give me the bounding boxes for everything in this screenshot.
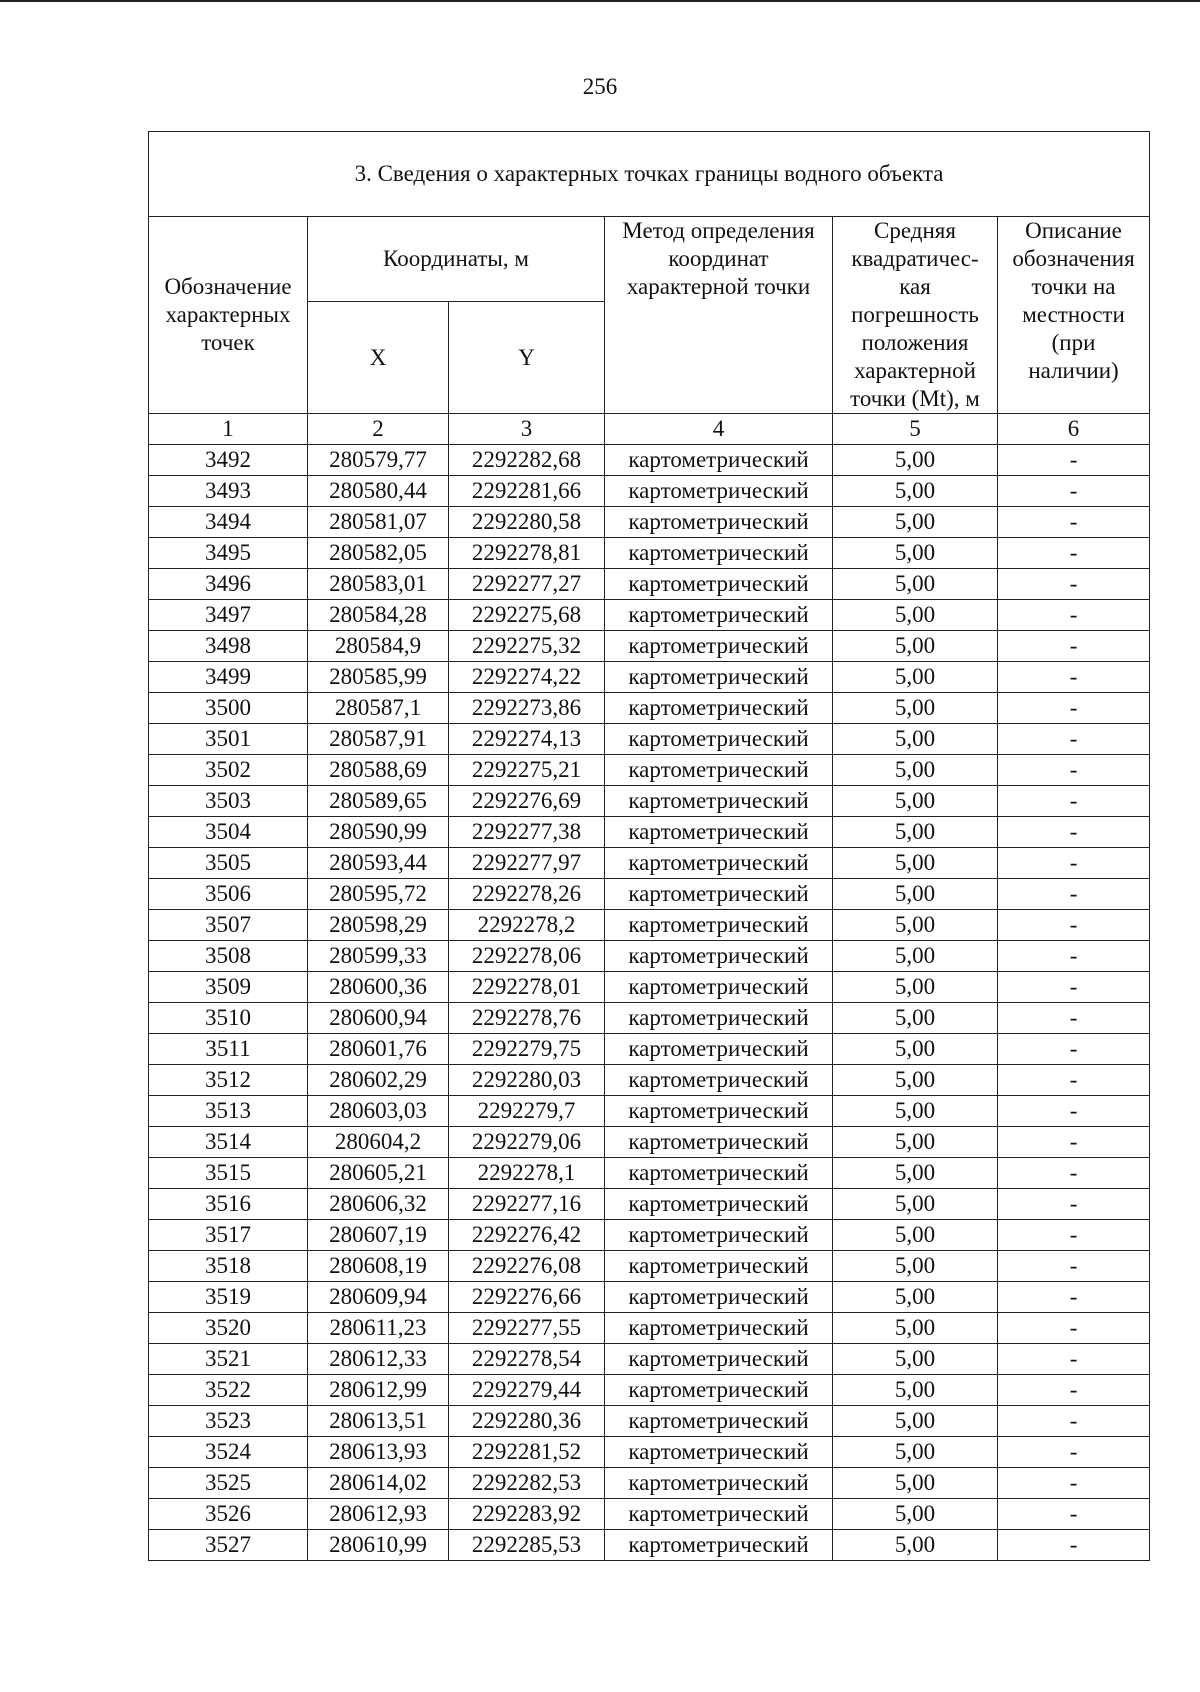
method-cell: картометрический (605, 1499, 833, 1530)
x-coordinate-cell: 280584,28 (308, 600, 449, 631)
method-cell: картометрический (605, 1189, 833, 1220)
x-coordinate-cell: 280599,33 (308, 941, 449, 972)
description-cell: - (998, 600, 1150, 631)
table-row (149, 817, 1150, 848)
x-coordinate-cell: 280601,76 (308, 1034, 449, 1065)
error-cell: 5,00 (833, 1499, 998, 1530)
header-method-line: характерной точки (626, 274, 811, 299)
x-coordinate-cell: 280600,36 (308, 972, 449, 1003)
y-coordinate-cell: 2292278,54 (449, 1344, 605, 1375)
table-row (149, 879, 1150, 910)
x-coordinate-cell: 280587,1 (308, 693, 449, 724)
point-id-cell: 3525 (149, 1468, 308, 1499)
point-id-cell: 3519 (149, 1282, 308, 1313)
method-cell: картометрический (605, 600, 833, 631)
header-method (605, 217, 833, 414)
error-cell: 5,00 (833, 755, 998, 786)
table-row (149, 910, 1150, 941)
y-coordinate-cell: 2292281,66 (449, 476, 605, 507)
x-coordinate-cell: 280604,2 (308, 1127, 449, 1158)
point-id-cell: 3510 (149, 1003, 308, 1034)
error-cell: 5,00 (833, 1189, 998, 1220)
y-coordinate-cell: 2292275,68 (449, 600, 605, 631)
x-coordinate-cell: 280614,02 (308, 1468, 449, 1499)
description-cell: - (998, 1251, 1150, 1282)
table-row (149, 631, 1150, 662)
column-number: 6 (998, 414, 1150, 445)
table-row (149, 1499, 1150, 1530)
y-coordinate-cell: 2292277,16 (449, 1189, 605, 1220)
y-coordinate-cell: 2292285,53 (449, 1530, 605, 1561)
page-top-border (0, 0, 1200, 2)
error-cell: 5,00 (833, 1096, 998, 1127)
table-row (149, 600, 1150, 631)
y-coordinate-cell: 2292282,53 (449, 1468, 605, 1499)
error-cell: 5,00 (833, 1282, 998, 1313)
table-body (149, 445, 1150, 1561)
y-coordinate-cell: 2292282,68 (449, 445, 605, 476)
table-row (149, 1251, 1150, 1282)
table-row (149, 1437, 1150, 1468)
x-coordinate-cell: 280584,9 (308, 631, 449, 662)
point-id-cell: 3513 (149, 1096, 308, 1127)
description-cell: - (998, 1065, 1150, 1096)
description-cell: - (998, 786, 1150, 817)
description-cell: - (998, 538, 1150, 569)
point-id-cell: 3498 (149, 631, 308, 662)
table-row (149, 1003, 1150, 1034)
x-coordinate-cell: 280588,69 (308, 755, 449, 786)
point-id-cell: 3515 (149, 1158, 308, 1189)
description-cell: - (998, 1282, 1150, 1313)
boundary-points-table (148, 131, 1150, 1561)
description-cell: - (998, 1096, 1150, 1127)
y-coordinate-cell: 2292277,55 (449, 1313, 605, 1344)
header-error-line: квадратичес- (851, 246, 979, 271)
y-coordinate-cell: 2292277,97 (449, 848, 605, 879)
y-coordinate-cell: 2292275,21 (449, 755, 605, 786)
table-row (149, 1344, 1150, 1375)
x-coordinate-cell: 280612,99 (308, 1375, 449, 1406)
method-cell: картометрический (605, 1437, 833, 1468)
description-cell: - (998, 1189, 1150, 1220)
error-cell: 5,00 (833, 445, 998, 476)
header-error-line: Средняя (874, 218, 956, 243)
y-coordinate-cell: 2292278,06 (449, 941, 605, 972)
x-coordinate-cell: 280598,29 (308, 910, 449, 941)
method-cell: картометрический (605, 879, 833, 910)
description-cell: - (998, 1313, 1150, 1344)
method-cell: картометрический (605, 848, 833, 879)
y-coordinate-cell: 2292276,69 (449, 786, 605, 817)
page-number: 256 (582, 74, 618, 99)
point-id-cell: 3526 (149, 1499, 308, 1530)
error-cell: 5,00 (833, 910, 998, 941)
header-error-line: положения (861, 330, 969, 355)
description-cell: - (998, 941, 1150, 972)
method-cell: картометрический (605, 507, 833, 538)
description-cell: - (998, 445, 1150, 476)
method-cell: картометрический (605, 1096, 833, 1127)
x-coordinate-cell: 280593,44 (308, 848, 449, 879)
point-id-cell: 3493 (149, 476, 308, 507)
method-cell: картометрический (605, 662, 833, 693)
header-description-line: точки на (1031, 274, 1116, 299)
point-id-cell: 3512 (149, 1065, 308, 1096)
point-id-cell: 3516 (149, 1189, 308, 1220)
x-coordinate-cell: 280600,94 (308, 1003, 449, 1034)
table-row (149, 476, 1150, 507)
x-coordinate-cell: 280606,32 (308, 1189, 449, 1220)
header-description-line: (при (1051, 330, 1096, 355)
error-cell: 5,00 (833, 972, 998, 1003)
method-cell: картометрический (605, 1158, 833, 1189)
method-cell: картометрический (605, 631, 833, 662)
table-row (149, 445, 1150, 476)
point-id-cell: 3520 (149, 1313, 308, 1344)
description-cell: - (998, 693, 1150, 724)
method-cell: картометрический (605, 817, 833, 848)
method-cell: картометрический (605, 1065, 833, 1096)
description-cell: - (998, 1344, 1150, 1375)
y-coordinate-cell: 2292276,42 (449, 1220, 605, 1251)
table-row (149, 693, 1150, 724)
header-designation-line: Обозначение (164, 274, 292, 299)
description-cell: - (998, 1127, 1150, 1158)
method-cell: картометрический (605, 1530, 833, 1561)
y-coordinate-cell: 2292278,76 (449, 1003, 605, 1034)
error-cell: 5,00 (833, 1406, 998, 1437)
error-cell: 5,00 (833, 476, 998, 507)
column-number: 4 (605, 414, 833, 445)
description-cell: - (998, 817, 1150, 848)
header-coordinates: Координаты, м (308, 217, 605, 302)
y-coordinate-cell: 2292279,44 (449, 1375, 605, 1406)
table-title: 3. Сведения о характерных точках границы водного объекта (149, 132, 1150, 217)
error-cell: 5,00 (833, 662, 998, 693)
table-row (149, 755, 1150, 786)
column-number: 1 (149, 414, 308, 445)
error-cell: 5,00 (833, 600, 998, 631)
point-id-cell: 3501 (149, 724, 308, 755)
table-row (149, 1096, 1150, 1127)
x-coordinate-cell: 280590,99 (308, 817, 449, 848)
error-cell: 5,00 (833, 786, 998, 817)
method-cell: картометрический (605, 1344, 833, 1375)
table-row (149, 507, 1150, 538)
error-cell: 5,00 (833, 1468, 998, 1499)
point-id-cell: 3502 (149, 755, 308, 786)
error-cell: 5,00 (833, 848, 998, 879)
error-cell: 5,00 (833, 941, 998, 972)
error-cell: 5,00 (833, 1313, 998, 1344)
x-coordinate-cell: 280608,19 (308, 1251, 449, 1282)
description-cell: - (998, 1375, 1150, 1406)
method-cell: картометрический (605, 1034, 833, 1065)
method-cell: картометрический (605, 569, 833, 600)
error-cell: 5,00 (833, 1127, 998, 1158)
x-coordinate-cell: 280580,44 (308, 476, 449, 507)
description-cell: - (998, 1003, 1150, 1034)
description-cell: - (998, 1406, 1150, 1437)
point-id-cell: 3497 (149, 600, 308, 631)
header-method-line: координат (668, 246, 769, 271)
table-row (149, 1530, 1150, 1561)
header-description-line: местности (1022, 302, 1125, 327)
table-row (149, 724, 1150, 755)
y-coordinate-cell: 2292280,03 (449, 1065, 605, 1096)
x-coordinate-cell: 280581,07 (308, 507, 449, 538)
table-row (149, 1282, 1150, 1313)
method-cell: картометрический (605, 1220, 833, 1251)
error-cell: 5,00 (833, 1344, 998, 1375)
x-coordinate-cell: 280582,05 (308, 538, 449, 569)
method-cell: картометрический (605, 1468, 833, 1499)
method-cell: картометрический (605, 972, 833, 1003)
header-designation (149, 217, 308, 414)
table-row (149, 1158, 1150, 1189)
point-id-cell: 3495 (149, 538, 308, 569)
x-coordinate-cell: 280583,01 (308, 569, 449, 600)
method-cell: картометрический (605, 941, 833, 972)
description-cell: - (998, 1220, 1150, 1251)
method-cell: картометрический (605, 910, 833, 941)
header-description (998, 217, 1150, 414)
y-coordinate-cell: 2292278,26 (449, 879, 605, 910)
y-coordinate-cell: 2292278,81 (449, 538, 605, 569)
point-id-cell: 3509 (149, 972, 308, 1003)
header-x: X (308, 302, 449, 414)
method-cell: картометрический (605, 1406, 833, 1437)
point-id-cell: 3517 (149, 1220, 308, 1251)
error-cell: 5,00 (833, 569, 998, 600)
y-coordinate-cell: 2292276,08 (449, 1251, 605, 1282)
method-cell: картометрический (605, 1375, 833, 1406)
method-cell: картометрический (605, 476, 833, 507)
header-description-line: наличии) (1028, 358, 1119, 383)
header-error-line: точки (Mt), м (850, 386, 980, 411)
description-cell: - (998, 1158, 1150, 1189)
x-coordinate-cell: 280585,99 (308, 662, 449, 693)
error-cell: 5,00 (833, 1437, 998, 1468)
x-coordinate-cell: 280611,23 (308, 1313, 449, 1344)
point-id-cell: 3527 (149, 1530, 308, 1561)
x-coordinate-cell: 280609,94 (308, 1282, 449, 1313)
y-coordinate-cell: 2292274,13 (449, 724, 605, 755)
header-error-line: кая (899, 274, 931, 299)
table-row (149, 1406, 1150, 1437)
error-cell: 5,00 (833, 507, 998, 538)
point-id-cell: 3494 (149, 507, 308, 538)
error-cell: 5,00 (833, 1158, 998, 1189)
description-cell: - (998, 910, 1150, 941)
error-cell: 5,00 (833, 1375, 998, 1406)
y-coordinate-cell: 2292274,22 (449, 662, 605, 693)
point-id-cell: 3505 (149, 848, 308, 879)
table-row (149, 538, 1150, 569)
point-id-cell: 3514 (149, 1127, 308, 1158)
x-coordinate-cell: 280589,65 (308, 786, 449, 817)
x-coordinate-cell: 280607,19 (308, 1220, 449, 1251)
description-cell: - (998, 507, 1150, 538)
error-cell: 5,00 (833, 1220, 998, 1251)
table-row (149, 848, 1150, 879)
error-cell: 5,00 (833, 879, 998, 910)
method-cell: картометрический (605, 724, 833, 755)
method-cell: картометрический (605, 445, 833, 476)
description-cell: - (998, 724, 1150, 755)
y-coordinate-cell: 2292278,1 (449, 1158, 605, 1189)
header-error (833, 217, 998, 414)
description-cell: - (998, 1437, 1150, 1468)
x-coordinate-cell: 280595,72 (308, 879, 449, 910)
description-cell: - (998, 1034, 1150, 1065)
table-row (149, 1034, 1150, 1065)
x-coordinate-cell: 280613,93 (308, 1437, 449, 1468)
point-id-cell: 3518 (149, 1251, 308, 1282)
header-description-line: Описание (1025, 218, 1122, 243)
header-designation-line: характерных (165, 302, 291, 327)
error-cell: 5,00 (833, 1530, 998, 1561)
x-coordinate-cell: 280587,91 (308, 724, 449, 755)
header-error-line: характерной (854, 358, 976, 383)
y-coordinate-cell: 2292281,52 (449, 1437, 605, 1468)
description-cell: - (998, 1530, 1150, 1561)
error-cell: 5,00 (833, 817, 998, 848)
point-id-cell: 3508 (149, 941, 308, 972)
x-coordinate-cell: 280579,77 (308, 445, 449, 476)
point-id-cell: 3496 (149, 569, 308, 600)
column-number: 5 (833, 414, 998, 445)
method-cell: картометрический (605, 1313, 833, 1344)
table-row (149, 662, 1150, 693)
column-number: 2 (308, 414, 449, 445)
description-cell: - (998, 569, 1150, 600)
error-cell: 5,00 (833, 724, 998, 755)
header-description-line: обозначения (1012, 246, 1135, 271)
point-id-cell: 3500 (149, 693, 308, 724)
method-cell: картометрический (605, 755, 833, 786)
error-cell: 5,00 (833, 1034, 998, 1065)
description-cell: - (998, 1468, 1150, 1499)
y-coordinate-cell: 2292277,38 (449, 817, 605, 848)
description-cell: - (998, 848, 1150, 879)
y-coordinate-cell: 2292280,36 (449, 1406, 605, 1437)
method-cell: картометрический (605, 693, 833, 724)
method-cell: картометрический (605, 1282, 833, 1313)
description-cell: - (998, 879, 1150, 910)
point-id-cell: 3523 (149, 1406, 308, 1437)
error-cell: 5,00 (833, 1065, 998, 1096)
table-row (149, 1127, 1150, 1158)
header-y: Y (449, 302, 605, 414)
header-designation-line: точек (201, 330, 255, 355)
table-row (149, 569, 1150, 600)
method-cell: картометрический (605, 1003, 833, 1034)
y-coordinate-cell: 2292276,66 (449, 1282, 605, 1313)
description-cell: - (998, 1499, 1150, 1530)
point-id-cell: 3521 (149, 1344, 308, 1375)
y-coordinate-cell: 2292278,2 (449, 910, 605, 941)
description-cell: - (998, 631, 1150, 662)
table-row (149, 1065, 1150, 1096)
method-cell: картометрический (605, 786, 833, 817)
x-coordinate-cell: 280612,93 (308, 1499, 449, 1530)
point-id-cell: 3503 (149, 786, 308, 817)
table-row (149, 1375, 1150, 1406)
description-cell: - (998, 662, 1150, 693)
method-cell: картометрический (605, 538, 833, 569)
y-coordinate-cell: 2292279,7 (449, 1096, 605, 1127)
y-coordinate-cell: 2292279,75 (449, 1034, 605, 1065)
table-row (149, 941, 1150, 972)
x-coordinate-cell: 280610,99 (308, 1530, 449, 1561)
table-row (149, 1220, 1150, 1251)
method-cell: картометрический (605, 1127, 833, 1158)
error-cell: 5,00 (833, 538, 998, 569)
x-coordinate-cell: 280603,03 (308, 1096, 449, 1127)
error-cell: 5,00 (833, 631, 998, 662)
y-coordinate-cell: 2292278,01 (449, 972, 605, 1003)
description-cell: - (998, 476, 1150, 507)
error-cell: 5,00 (833, 1251, 998, 1282)
y-coordinate-cell: 2292275,32 (449, 631, 605, 662)
column-number: 3 (449, 414, 605, 445)
table-row (149, 1189, 1150, 1220)
column-numbers-row (149, 414, 1150, 445)
x-coordinate-cell: 280612,33 (308, 1344, 449, 1375)
y-coordinate-cell: 2292273,86 (449, 693, 605, 724)
table-row (149, 1468, 1150, 1499)
point-id-cell: 3506 (149, 879, 308, 910)
point-id-cell: 3522 (149, 1375, 308, 1406)
description-cell: - (998, 972, 1150, 1003)
point-id-cell: 3492 (149, 445, 308, 476)
header-error-line: погрешность (851, 302, 979, 327)
x-coordinate-cell: 280602,29 (308, 1065, 449, 1096)
point-id-cell: 3507 (149, 910, 308, 941)
table-row (149, 786, 1150, 817)
x-coordinate-cell: 280613,51 (308, 1406, 449, 1437)
table-row (149, 1313, 1150, 1344)
header-method-line: Метод определения (622, 218, 815, 243)
table-row (149, 972, 1150, 1003)
point-id-cell: 3504 (149, 817, 308, 848)
method-cell: картометрический (605, 1251, 833, 1282)
y-coordinate-cell: 2292280,58 (449, 507, 605, 538)
error-cell: 5,00 (833, 1003, 998, 1034)
description-cell: - (998, 755, 1150, 786)
point-id-cell: 3499 (149, 662, 308, 693)
point-id-cell: 3524 (149, 1437, 308, 1468)
y-coordinate-cell: 2292279,06 (449, 1127, 605, 1158)
x-coordinate-cell: 280605,21 (308, 1158, 449, 1189)
y-coordinate-cell: 2292277,27 (449, 569, 605, 600)
error-cell: 5,00 (833, 693, 998, 724)
point-id-cell: 3511 (149, 1034, 308, 1065)
y-coordinate-cell: 2292283,92 (449, 1499, 605, 1530)
